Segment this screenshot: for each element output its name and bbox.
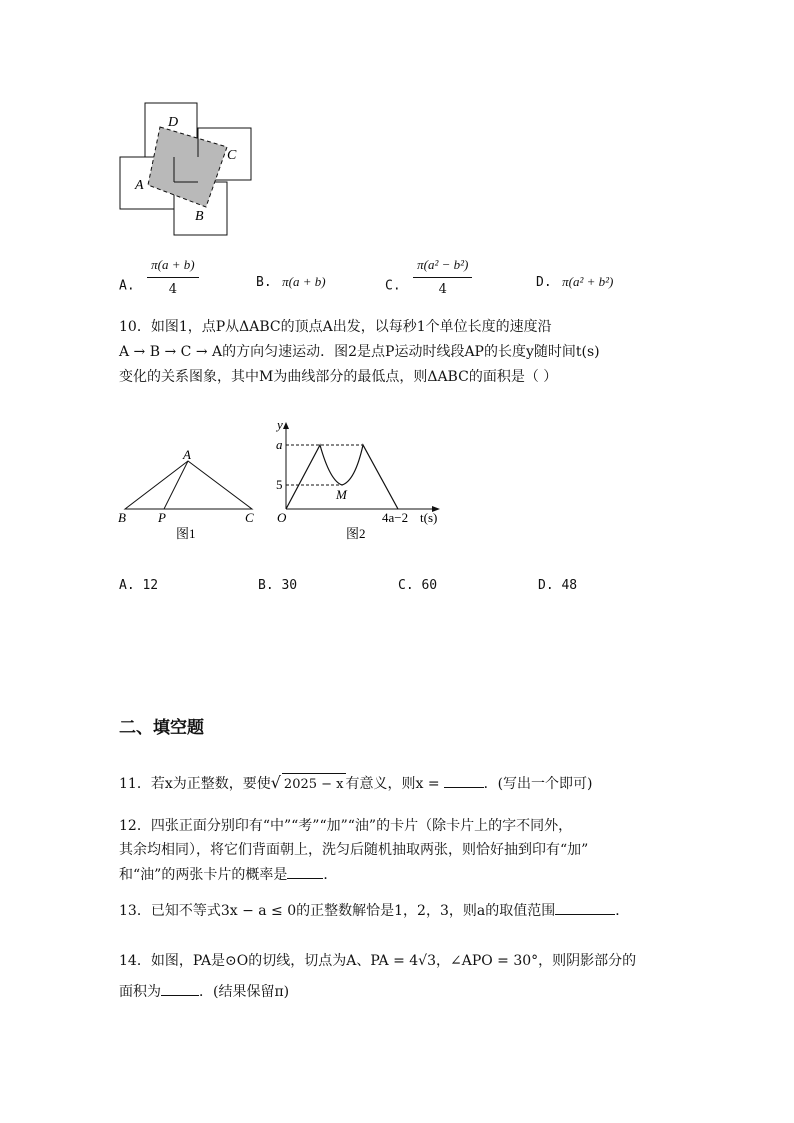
q12-line3: 和“油”的两张卡片的概率是 ． xyxy=(119,863,337,886)
q14-line1: 14．如图，PA是⊙O的切线，切点为A、PA = 4√3，∠APO = 30°，则阴影部分的 xyxy=(119,953,637,969)
fig2-label-five: 5 xyxy=(276,477,283,492)
q11: 11．若x为正整数，要使√ 2025 − x 有意义，则x = ．(写出一个即可) xyxy=(119,772,593,796)
q9-option-d: D. π(a² + b²) xyxy=(536,274,614,290)
q11-radicand: 2025 − x xyxy=(282,773,346,796)
q9-option-a: A. $\frac{\pi(a + b)}{4}$ xyxy=(119,262,199,309)
fig1-label-p: P xyxy=(158,510,166,525)
fig1-caption: 图1 xyxy=(176,526,196,541)
fig1-label-a: A xyxy=(183,448,191,462)
fig2-y-axis-label: y xyxy=(277,418,283,432)
q12-answer-blank[interactable] xyxy=(287,863,323,879)
fig2-label-a: a xyxy=(276,437,283,452)
q11-answer-blank[interactable] xyxy=(444,772,484,788)
q12-line1: 12．四张正面分别印有“中”“考”“加”“油”的卡片（除卡片上的字不同外， xyxy=(119,818,573,834)
fig2-label-t-end: 4a−2 xyxy=(382,510,409,525)
q10-option-c: C. 60 xyxy=(398,578,438,593)
figure-2-graph xyxy=(270,418,445,543)
figure-1-triangle xyxy=(114,448,264,543)
q9-option-c: C. $\frac{\text{π(a² − b²)}}{4}$ xyxy=(385,262,472,309)
fig2-caption: 图2 xyxy=(346,526,366,541)
q9-option-b: B. π(a + b) xyxy=(256,274,326,290)
label-a: A xyxy=(135,178,144,193)
q14-answer-blank[interactable] xyxy=(161,980,199,996)
squares-figure xyxy=(115,98,260,240)
fig2-label-t: t(s) xyxy=(420,510,438,525)
fig1-label-b: B xyxy=(118,510,126,525)
q10-line3: 变化的关系图象，其中M为曲线部分的最低点，则ΔABC的面积是（ ） xyxy=(119,369,558,385)
fig1-label-c: C xyxy=(245,510,254,525)
q12-line2: 其余均相同），将它们背面朝上，洗匀后随机抽取两张，则恰好抽到印有“加” xyxy=(119,842,589,858)
q10-option-b: B. 30 xyxy=(258,578,298,593)
q10-option-d: D. 48 xyxy=(538,578,578,593)
fig2-label-m: M xyxy=(336,487,347,502)
q10-option-a: A. 12 xyxy=(119,578,159,593)
label-d: D xyxy=(168,115,179,130)
section-2-heading: 二、填空题 xyxy=(119,718,204,738)
label-c: C xyxy=(227,148,237,163)
q14-line2: 面积为 ．(结果保留π) xyxy=(119,980,289,1003)
q10-line1: 10．如图1，点P从ΔABC的顶点A出发，以每秒1个单位长度的速度沿 xyxy=(119,319,552,335)
q13: 13．已知不等式3x − a ≤ 0的正整数解恰是1，2，3，则a的取值范围 ． xyxy=(119,899,629,922)
q10-line2: A → B → C → A的方向匀速运动．图2是点P运动时线段AP的长度y随时间t(s) xyxy=(119,344,600,360)
q13-answer-blank[interactable] xyxy=(555,899,615,915)
label-b: B xyxy=(195,209,204,224)
fig2-label-o: O xyxy=(277,510,287,525)
